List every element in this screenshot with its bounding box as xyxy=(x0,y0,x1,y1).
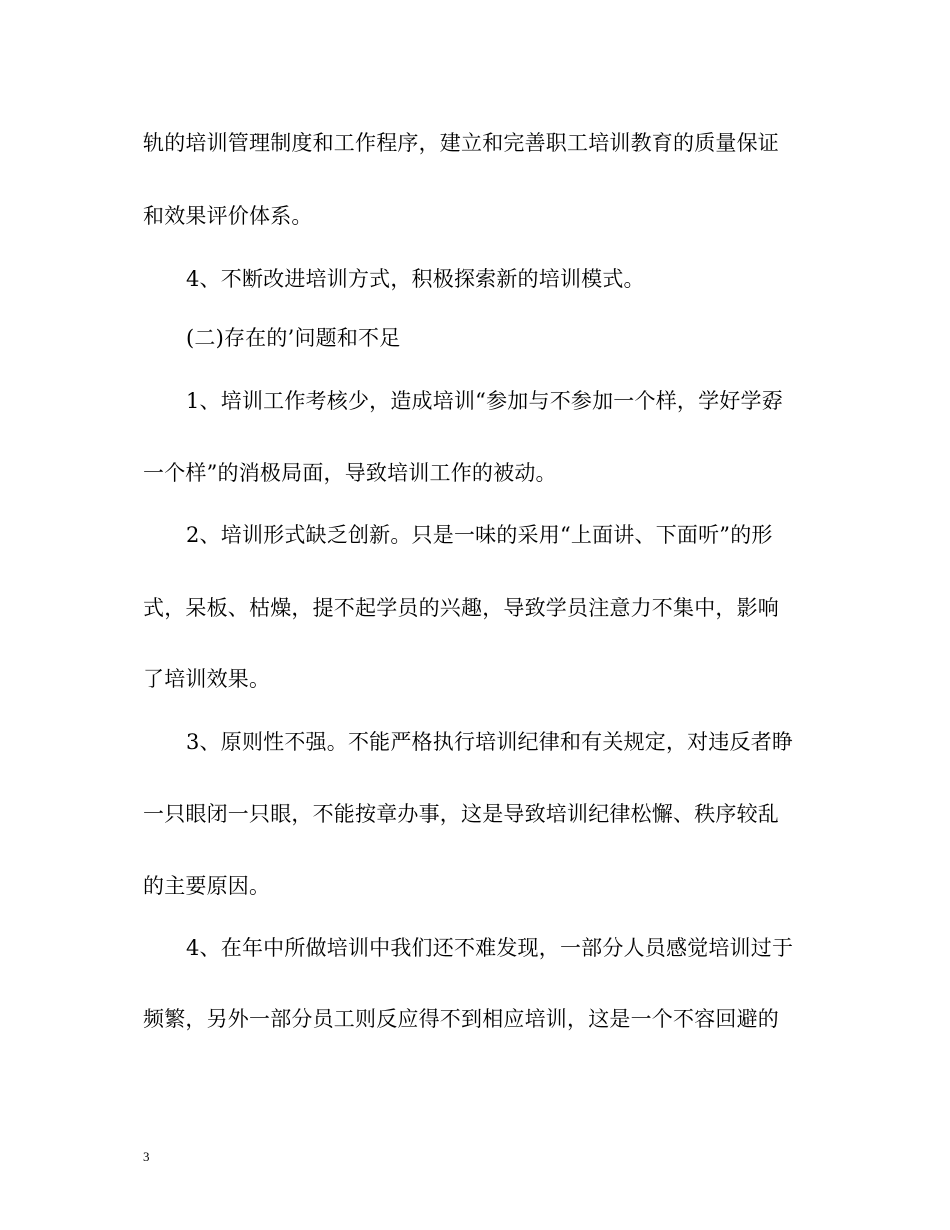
list-item-line: 1、培训工作考核少，造成培训“参加与不参加一个样，学好学孬 xyxy=(186,389,783,413)
list-item-line: 3、原则性不强。不能严格执行培训纪律和有关规定，对违反者睁 xyxy=(186,730,794,754)
list-item-line: 2、培训形式缺乏创新。只是一味的采用“上面讲、下面听”的形 xyxy=(186,523,773,547)
paragraph-line: 的主要原因。 xyxy=(143,874,271,898)
paragraph-line: 一只眼闭一只眼，不能按章办事，这是导致培训纪律松懈、秩序较乱 xyxy=(143,802,779,826)
page-number: 3 xyxy=(143,1149,150,1164)
paragraph-line: 式，呆板、枯燥，提不起学员的兴趣，导致学员注意力不集中，影响 xyxy=(143,596,779,620)
paragraph-line: 和效果评价体系。 xyxy=(143,204,313,228)
paragraph-line: 一个样”的消极局面，导致培训工作的被动。 xyxy=(143,461,557,485)
paragraph-line: 轨的培训管理制度和工作程序，建立和完善职工培训教育的质量保证 xyxy=(143,131,779,155)
section-heading: (二)存在的’问题和不足 xyxy=(186,326,401,350)
list-item-line: 4、在年中所做培训中我们还不难发现，一部分人员感觉培训过于 xyxy=(186,936,794,960)
paragraph-line: 了培训效果。 xyxy=(143,667,271,691)
paragraph-line: 频繁，另外一部分员工则反应得不到相应培训，这是一个不容回避的 xyxy=(143,1007,779,1031)
list-item-line: 4、不断改进培训方式，积极探索新的培训模式。 xyxy=(186,267,645,291)
